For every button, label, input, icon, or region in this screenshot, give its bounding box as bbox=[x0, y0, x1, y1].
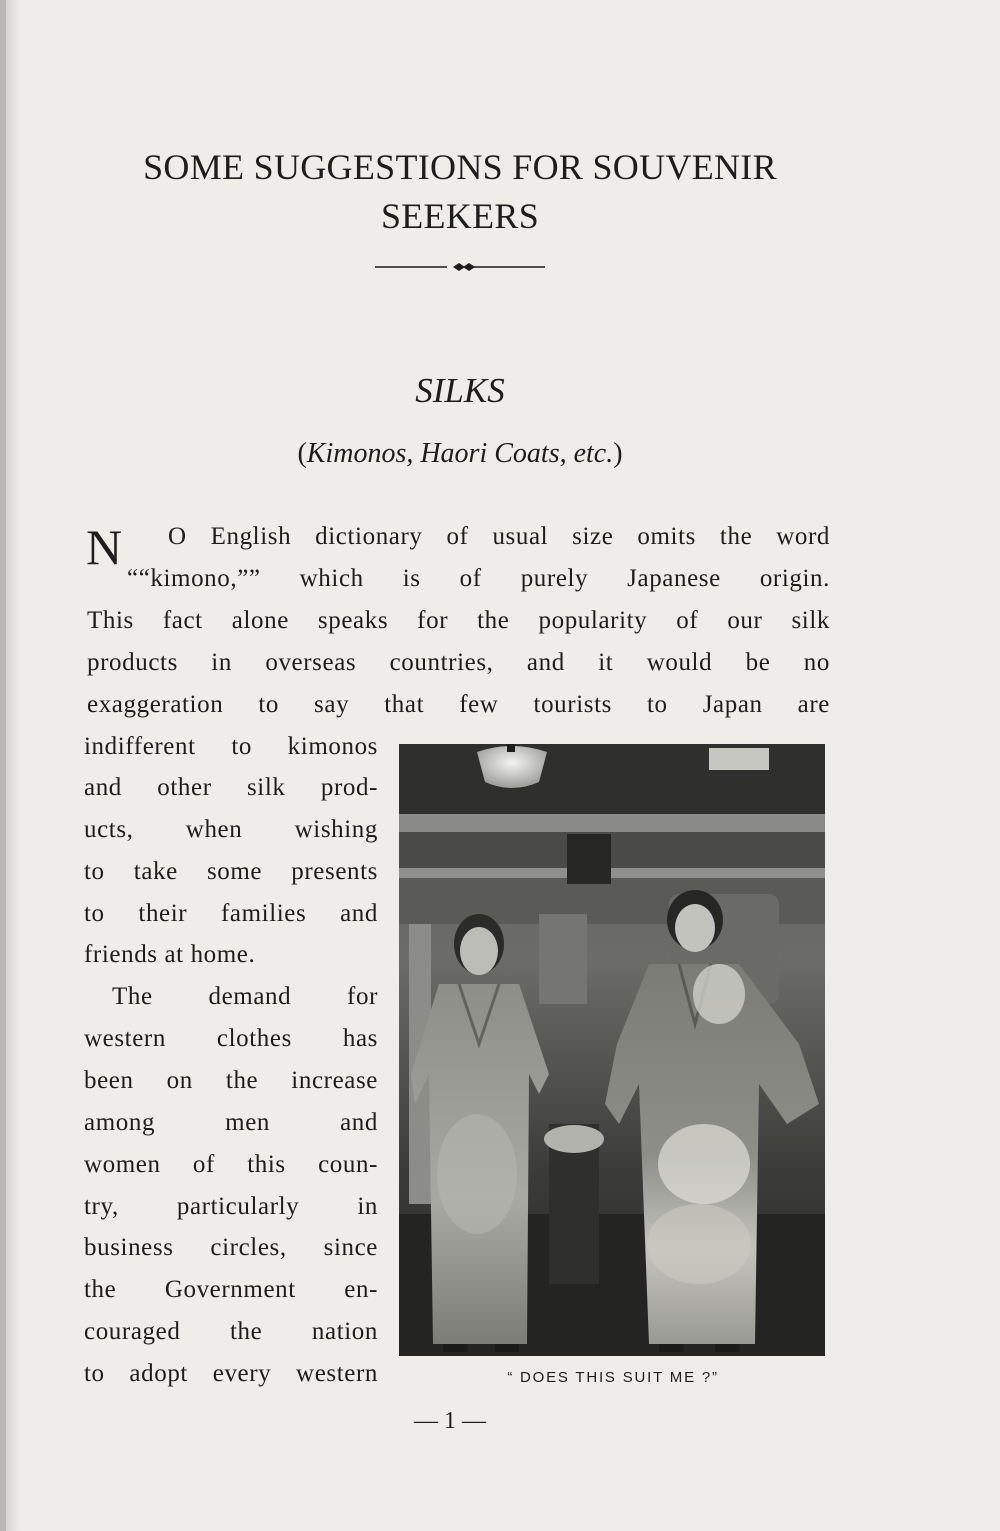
section-title: SILKS bbox=[415, 371, 505, 410]
column-line-10: among men and bbox=[84, 1109, 378, 1136]
column-line-4: to take some presents bbox=[84, 858, 378, 885]
column-line-12: try, particularly in bbox=[84, 1193, 378, 1220]
column-line-14: the Government en- bbox=[84, 1276, 378, 1303]
body-line-2: ““kimono,”” which is of purely Japanese origin. bbox=[127, 565, 830, 592]
column-line-6: friends at home. bbox=[84, 941, 256, 968]
column-line-5: to their families and bbox=[84, 900, 378, 927]
column-line-1: indifferent to kimonos bbox=[84, 733, 378, 760]
page-title-line-2: SEEKERS bbox=[380, 196, 540, 236]
body-line-5: exaggeration to say that few tourists to Japan are bbox=[87, 691, 830, 718]
subtitle-close: ) bbox=[613, 438, 623, 469]
column-line-2: and other silk prod- bbox=[84, 774, 378, 801]
body-line-4: products in overseas countries, and it would be no bbox=[87, 649, 830, 676]
page-gutter-shadow bbox=[6, 0, 20, 1531]
ornament-divider bbox=[375, 260, 545, 274]
subtitle-open: ( bbox=[297, 438, 307, 469]
body-line-3: This fact alone speaks for the popularity of our silk bbox=[87, 607, 830, 634]
column-line-13: business circles, since bbox=[84, 1234, 378, 1261]
drop-cap: N bbox=[86, 519, 123, 575]
column-line-9: been on the increase bbox=[84, 1067, 378, 1094]
column-line-11: women of this coun- bbox=[84, 1151, 378, 1178]
photo-caption: “ DOES THIS SUIT ME ?” bbox=[507, 1369, 719, 1386]
page-number: — 1 — bbox=[414, 1408, 486, 1434]
kimono-photo bbox=[399, 744, 825, 1356]
column-line-8: western clothes has bbox=[84, 1025, 378, 1052]
page-title-line-1: SOME SUGGESTIONS FOR SOUVENIR bbox=[143, 147, 777, 187]
column-line-16: to adopt every western bbox=[84, 1360, 378, 1387]
column-line-15: couraged the nation bbox=[84, 1318, 378, 1345]
body-line-1: O English dictionary of usual size omits the word bbox=[168, 523, 830, 550]
column-line-3: ucts, when wishing bbox=[84, 816, 378, 843]
subtitle-items: Kimonos, Haori Coats, etc. bbox=[306, 438, 614, 469]
column-line-7: The demand for bbox=[112, 983, 378, 1010]
section-subtitle bbox=[200, 438, 720, 470]
